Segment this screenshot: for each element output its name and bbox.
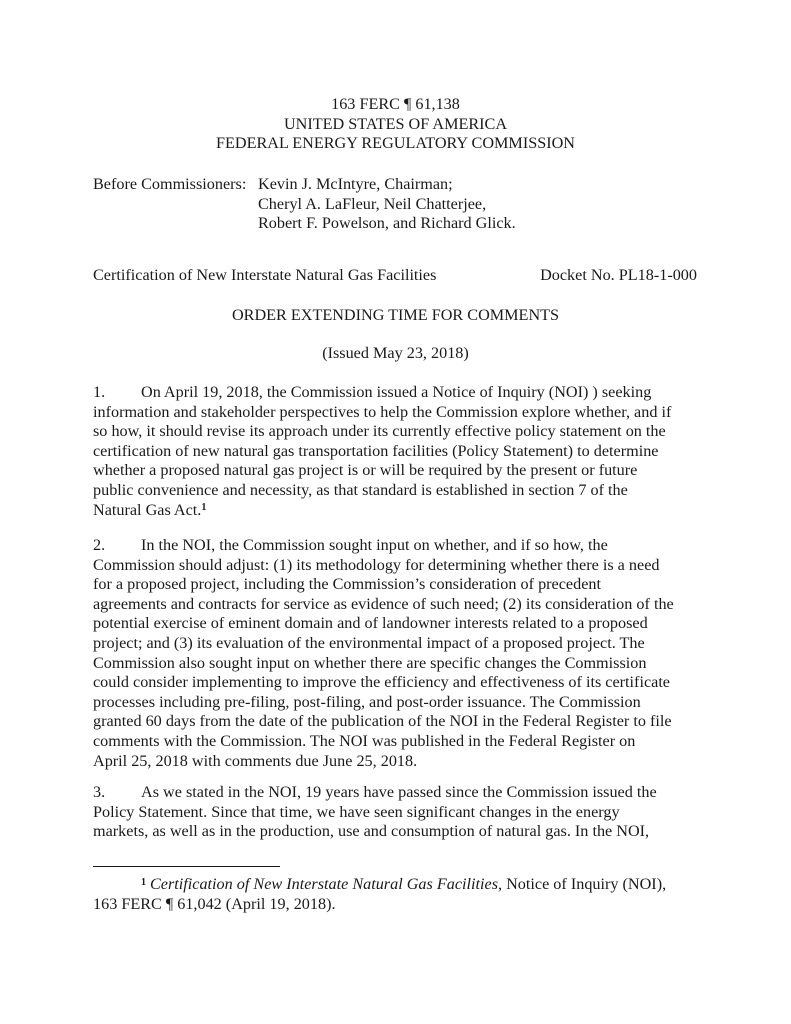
paragraph-text: In the NOI, the Commission sought input on whether, and if so how, the bbox=[141, 536, 608, 554]
commissioners-line: Cheryl A. LaFleur, Neil Chatterjee, bbox=[258, 194, 487, 213]
paragraph-number: 1. bbox=[93, 383, 106, 401]
paragraph-text: On April 19, 2018, the Commission issued a Notice of Inquiry (NOI) ) seeking bbox=[141, 383, 652, 401]
paragraph-line: Commission should adjust: (1) its methodology for determining whether there is a need bbox=[93, 555, 660, 574]
paragraph-line bbox=[93, 536, 701, 556]
paragraph-line: markets, as well as in the production, use and consumption of natural gas. In the NOI, bbox=[93, 822, 650, 841]
paragraph-line: project; and (3) its evaluation of the environmental impact of a proposed project. The bbox=[93, 633, 645, 652]
agency-heading: FEDERAL ENERGY REGULATORY COMMISSION bbox=[216, 134, 575, 152]
paragraph-text: Natural Gas Act. bbox=[93, 500, 202, 519]
case-title: Certification of New Interstate Natural Gas Facilities bbox=[93, 266, 437, 284]
paragraph-2 bbox=[93, 536, 701, 771]
paragraph-line bbox=[93, 783, 701, 803]
case-caption bbox=[93, 266, 697, 286]
paragraph-1 bbox=[93, 383, 701, 520]
paragraph-text: As we stated in the NOI, 19 years have passed since the Commission issued the bbox=[141, 783, 657, 801]
paragraph-line: Commission also sought input on whether there are specific changes the Commission bbox=[93, 653, 647, 672]
footnote-reference[interactable]: 1 bbox=[201, 501, 207, 513]
paragraph-number: 2. bbox=[93, 536, 106, 554]
paragraph-line: comments with the Commission. The NOI was published in the Federal Register on bbox=[93, 731, 636, 750]
docket-number: Docket No. PL18-1-000 bbox=[540, 266, 697, 284]
footnote-mark: 1 bbox=[141, 877, 146, 888]
commissioners-names bbox=[258, 175, 516, 234]
commissioners-block bbox=[93, 175, 516, 232]
country-heading: UNITED STATES OF AMERICA bbox=[283, 114, 508, 133]
footnote-case-title: Certification of New Interstate Natural Gas Facilities, bbox=[150, 875, 503, 893]
footnote-line bbox=[93, 875, 701, 895]
paragraph-line: agreements and contracts for service as evidence of such need; (2) its consideration of the bbox=[93, 594, 674, 613]
paragraph-line: public convenience and necessity, as that standard is established in section 7 of the bbox=[93, 480, 628, 499]
paragraph-3 bbox=[93, 783, 701, 842]
footnote-line: 163 FERC ¶ 61,042 (April 19, 2018). bbox=[93, 894, 336, 913]
footnote-separator bbox=[93, 866, 280, 867]
paragraph-line bbox=[93, 383, 701, 403]
commissioners-label: Before Commissioners: bbox=[93, 175, 247, 193]
ferc-citation: 163 FERC ¶ 61,138 bbox=[331, 95, 460, 113]
paragraph-line: potential exercise of eminent domain and of landowner interests related to a proposed bbox=[93, 614, 648, 633]
commissioners-line: Robert F. Powelson, and Richard Glick. bbox=[258, 214, 516, 232]
paragraph-line: certification of new natural gas transportation facilities (Policy Statement) to determine bbox=[93, 441, 659, 460]
paragraph-line: Policy Statement. Since that time, we have seen significant changes in the energy bbox=[93, 802, 620, 821]
issued-date: (Issued May 23, 2018) bbox=[322, 344, 469, 362]
paragraph-line: whether a proposed natural gas project is or will be required by the present or future bbox=[93, 461, 638, 480]
paragraph-line: April 25, 2018 with comments due June 25, 2018. bbox=[93, 751, 418, 770]
paragraph-number: 3. bbox=[93, 783, 106, 801]
commissioners-line: Kevin J. McIntyre, Chairman; bbox=[258, 175, 453, 193]
paragraph-line: granted 60 days from the date of the publication of the NOI in the Federal Register to file bbox=[93, 712, 672, 731]
document-header bbox=[0, 95, 791, 154]
footnote-text: Notice of Inquiry (NOI), bbox=[502, 875, 667, 893]
paragraph-line bbox=[93, 501, 701, 521]
paragraph-line: so how, it should revise its approach under its currently effective policy statement on the bbox=[93, 422, 666, 441]
paragraph-line: could consider implementing to improve the efficiency and effectiveness of its certificate bbox=[93, 673, 670, 692]
footnote-1 bbox=[93, 875, 701, 914]
paragraph-line: information and stakeholder perspectives to help the Commission explore whether, and if bbox=[93, 402, 672, 421]
paragraph-line: for a proposed project, including the Commission’s consideration of precedent bbox=[93, 575, 601, 594]
order-title: ORDER EXTENDING TIME FOR COMMENTS bbox=[231, 306, 560, 324]
paragraph-line: processes including pre-filing, post-filing, and post-order issuance. The Commission bbox=[93, 692, 641, 711]
